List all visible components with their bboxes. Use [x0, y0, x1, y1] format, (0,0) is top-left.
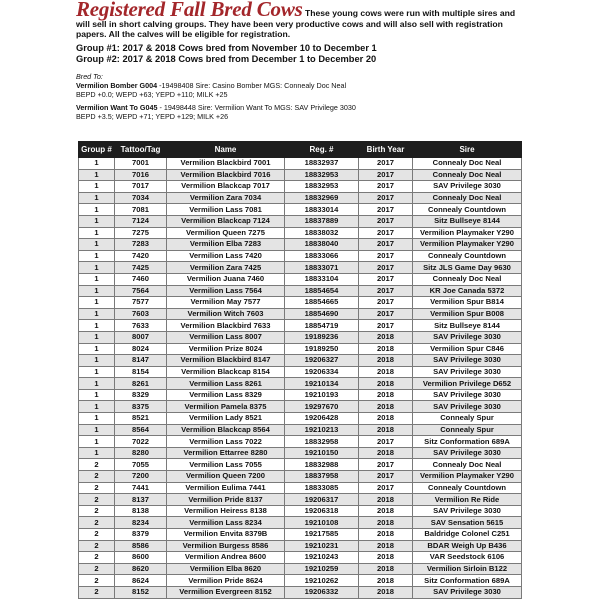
name-cell: Vermilion Lass 7420 [167, 250, 285, 262]
tattoo-cell: 7034 [115, 192, 167, 204]
sire-cell: Vermilion Playmaker Y290 [413, 239, 522, 251]
reg-cell: 19210243 [285, 552, 359, 564]
table-row [79, 181, 522, 193]
group-cell: 1 [79, 158, 115, 170]
sire-cell: SAV Privilege 3030 [413, 355, 522, 367]
tattoo-cell: 8137 [115, 494, 167, 506]
group-cell: 2 [79, 459, 115, 471]
name-cell: Vermilion Zara 7034 [167, 192, 285, 204]
group-1-description: Group #1: 2017 & 2018 Cows bred from November 10 to December 1 [76, 42, 377, 53]
reg-cell: 18837889 [285, 215, 359, 227]
group-cell: 2 [79, 471, 115, 483]
table-row [79, 447, 522, 459]
name-cell: Vermilion Pamela 8375 [167, 401, 285, 413]
birth-year-cell: 2017 [359, 250, 413, 262]
name-cell: Vermilion Envita 8379B [167, 529, 285, 541]
bred-to-section [76, 72, 526, 121]
header-name: Name [167, 142, 285, 158]
name-cell: Vermilion Blackcap 7017 [167, 181, 285, 193]
group-cell: 2 [79, 505, 115, 517]
group-cell: 1 [79, 181, 115, 193]
tattoo-cell: 8521 [115, 413, 167, 425]
reg-cell: 19206332 [285, 586, 359, 598]
name-cell: Vermilion Elba 8620 [167, 563, 285, 575]
sire-cell: Connealy Countdown [413, 482, 522, 494]
group-cell: 1 [79, 320, 115, 332]
tattoo-cell: 7441 [115, 482, 167, 494]
reg-cell: 19206317 [285, 494, 359, 506]
sire-cell: Sitz Conformation 689A [413, 575, 522, 587]
birth-year-cell: 2017 [359, 262, 413, 274]
name-cell: Vermilion Heiress 8138 [167, 505, 285, 517]
group-cell: 1 [79, 273, 115, 285]
group-cell: 1 [79, 389, 115, 401]
sire-cell: Vermilion Playmaker Y290 [413, 227, 522, 239]
sire-cell: SAV Privilege 3030 [413, 366, 522, 378]
group-cell: 1 [79, 436, 115, 448]
birth-year-cell: 2017 [359, 436, 413, 448]
tattoo-cell: 7022 [115, 436, 167, 448]
group-cell: 1 [79, 192, 115, 204]
birth-year-cell: 2018 [359, 331, 413, 343]
table-row [79, 204, 522, 216]
birth-year-cell: 2018 [359, 343, 413, 355]
sire-cell: Connealy Doc Neal [413, 459, 522, 471]
group-cell: 2 [79, 494, 115, 506]
group-cell: 2 [79, 529, 115, 541]
table-row [79, 331, 522, 343]
name-cell: Vermilion Lass 7564 [167, 285, 285, 297]
birth-year-cell: 2017 [359, 169, 413, 181]
sire-cell: SAV Privilege 3030 [413, 181, 522, 193]
header-group: Group # [79, 142, 115, 158]
birth-year-cell: 2017 [359, 482, 413, 494]
reg-cell: 18833085 [285, 482, 359, 494]
sire-cell: Sitz Conformation 689A [413, 436, 522, 448]
tattoo-cell: 8379 [115, 529, 167, 541]
table-row [79, 505, 522, 517]
reg-cell: 18854665 [285, 297, 359, 309]
table-row [79, 586, 522, 598]
table-body [79, 158, 522, 599]
reg-cell: 18837958 [285, 471, 359, 483]
birth-year-cell: 2018 [359, 447, 413, 459]
tattoo-cell: 7425 [115, 262, 167, 274]
name-cell: Vermilion Blackbird 8147 [167, 355, 285, 367]
tattoo-cell: 8147 [115, 355, 167, 367]
name-cell: Vermilion Prize 8024 [167, 343, 285, 355]
group-cell: 2 [79, 482, 115, 494]
name-cell: Vermilion Evergreen 8152 [167, 586, 285, 598]
name-cell: Vermilion Blackcap 8154 [167, 366, 285, 378]
sire-cell: Connealy Doc Neal [413, 158, 522, 170]
name-cell: Vermilion Lady 8521 [167, 413, 285, 425]
tattoo-cell: 8261 [115, 378, 167, 390]
tattoo-cell: 7055 [115, 459, 167, 471]
group-descriptions [76, 43, 526, 66]
group-cell: 1 [79, 331, 115, 343]
name-cell: Vermilion Witch 7603 [167, 308, 285, 320]
table-row [79, 285, 522, 297]
birth-year-cell: 2017 [359, 239, 413, 251]
sire-cell: SAV Sensation 5615 [413, 517, 522, 529]
reg-cell: 19210259 [285, 563, 359, 575]
table-row [79, 436, 522, 448]
birth-year-cell: 2018 [359, 413, 413, 425]
reg-cell: 19210231 [285, 540, 359, 552]
bred-to-sire-2 [76, 103, 526, 121]
reg-cell: 18832958 [285, 436, 359, 448]
sire-cell: Connealy Spur [413, 413, 522, 425]
reg-cell: 19217585 [285, 529, 359, 541]
birth-year-cell: 2018 [359, 378, 413, 390]
sire-cell: SAV Privilege 3030 [413, 447, 522, 459]
reg-cell: 18854719 [285, 320, 359, 332]
reg-cell: 19189236 [285, 331, 359, 343]
reg-cell: 19206428 [285, 413, 359, 425]
sire-cell: Sitz JLS Game Day 9630 [413, 262, 522, 274]
tattoo-cell: 7275 [115, 227, 167, 239]
tattoo-cell: 8564 [115, 424, 167, 436]
header-sire: Sire [413, 142, 522, 158]
tattoo-cell: 8620 [115, 563, 167, 575]
group-cell: 2 [79, 563, 115, 575]
table-row [79, 227, 522, 239]
group-cell: 2 [79, 540, 115, 552]
group-cell: 2 [79, 575, 115, 587]
table-row [79, 343, 522, 355]
birth-year-cell: 2017 [359, 215, 413, 227]
table-row [79, 366, 522, 378]
birth-year-cell: 2018 [359, 366, 413, 378]
table-row [79, 297, 522, 309]
group-cell: 1 [79, 262, 115, 274]
name-cell: Vermilion Pride 8624 [167, 575, 285, 587]
reg-cell: 19206334 [285, 366, 359, 378]
birth-year-cell: 2018 [359, 540, 413, 552]
name-cell: Vermilion Lass 7055 [167, 459, 285, 471]
group-cell: 2 [79, 552, 115, 564]
name-cell: Vermilion Lass 8261 [167, 378, 285, 390]
table-row [79, 239, 522, 251]
table-row [79, 459, 522, 471]
table-row [79, 494, 522, 506]
sire-2-line [76, 103, 526, 112]
sire-2-info: - 19498448 Sire: Vermilion Want To MGS: SAV Privilege 3030 [157, 102, 356, 112]
header-reg: Reg. # [285, 142, 359, 158]
sire-cell: KR Joe Canada 5372 [413, 285, 522, 297]
sire-cell: Vermilion Sirloin B122 [413, 563, 522, 575]
table-row [79, 308, 522, 320]
name-cell: Vermilion Andrea 8600 [167, 552, 285, 564]
birth-year-cell: 2017 [359, 297, 413, 309]
sire-cell: Vermilion Spur C846 [413, 343, 522, 355]
cows-table [78, 141, 522, 599]
tattoo-cell: 8024 [115, 343, 167, 355]
birth-year-cell: 2018 [359, 529, 413, 541]
name-cell: Vermilion Queen 7275 [167, 227, 285, 239]
birth-year-cell: 2017 [359, 308, 413, 320]
sire-1-name: Vermilion Bomber G004 [76, 80, 158, 90]
birth-year-cell: 2018 [359, 575, 413, 587]
sire-cell: Vermilion Spur B008 [413, 308, 522, 320]
table-row [79, 320, 522, 332]
group-2-description: Group #2: 2017 & 2018 Cows bred from December 1 to December 20 [76, 54, 377, 64]
sire-1-info: -19498408 Sire: Casino Bomber MGS: Connealy Doc Neal [157, 80, 347, 90]
group-cell: 1 [79, 424, 115, 436]
table-row [79, 401, 522, 413]
tattoo-cell: 7017 [115, 181, 167, 193]
birth-year-cell: 2017 [359, 181, 413, 193]
birth-year-cell: 2018 [359, 424, 413, 436]
tattoo-cell: 7633 [115, 320, 167, 332]
tattoo-cell: 8624 [115, 575, 167, 587]
name-cell: Vermilion Blackbird 7633 [167, 320, 285, 332]
name-cell: Vermilion Eulima 7441 [167, 482, 285, 494]
tattoo-cell: 7460 [115, 273, 167, 285]
tattoo-cell: 7603 [115, 308, 167, 320]
birth-year-cell: 2018 [359, 552, 413, 564]
bred-to-label: Bred To: [76, 71, 103, 81]
sire-cell: SAV Privilege 3030 [413, 505, 522, 517]
tattoo-cell: 7081 [115, 204, 167, 216]
reg-cell: 19210134 [285, 378, 359, 390]
header-birth-year: Birth Year [359, 142, 413, 158]
table-row [79, 471, 522, 483]
sire-cell: Connealy Doc Neal [413, 169, 522, 181]
bred-to-sire-1 [76, 81, 526, 99]
tattoo-cell: 7420 [115, 250, 167, 262]
tattoo-cell: 7577 [115, 297, 167, 309]
birth-year-cell: 2018 [359, 517, 413, 529]
name-cell: Vermilion Burgess 8586 [167, 540, 285, 552]
sire-cell: Connealy Countdown [413, 204, 522, 216]
name-cell: Vermilion Lass 8329 [167, 389, 285, 401]
reg-cell: 19189250 [285, 343, 359, 355]
table-row [79, 540, 522, 552]
name-cell: Vermilion Juana 7460 [167, 273, 285, 285]
name-cell: Vermilion Blackcap 7124 [167, 215, 285, 227]
table-row [79, 378, 522, 390]
group-cell: 1 [79, 227, 115, 239]
name-cell: Vermilion Pride 8137 [167, 494, 285, 506]
table-row [79, 482, 522, 494]
tattoo-cell: 8138 [115, 505, 167, 517]
reg-cell: 19210150 [285, 447, 359, 459]
name-cell: Vermilion Lass 8007 [167, 331, 285, 343]
birth-year-cell: 2018 [359, 355, 413, 367]
title-line [76, 0, 526, 40]
tattoo-cell: 7200 [115, 471, 167, 483]
reg-cell: 18832969 [285, 192, 359, 204]
sire-cell: Baldridge Colonel C251 [413, 529, 522, 541]
reg-cell: 18833071 [285, 262, 359, 274]
birth-year-cell: 2018 [359, 505, 413, 517]
sire-cell: VAR Seedstock 6106 [413, 552, 522, 564]
header-tattoo: Tattoo/Tag [115, 142, 167, 158]
reg-cell: 18832988 [285, 459, 359, 471]
sire-cell: SAV Privilege 3030 [413, 331, 522, 343]
group-cell: 1 [79, 215, 115, 227]
tattoo-cell: 7001 [115, 158, 167, 170]
table-row [79, 575, 522, 587]
sire-cell: SAV Privilege 3030 [413, 401, 522, 413]
name-cell: Vermilion Zara 7425 [167, 262, 285, 274]
reg-cell: 19210262 [285, 575, 359, 587]
table-header-row [79, 142, 522, 158]
reg-cell: 19210193 [285, 389, 359, 401]
birth-year-cell: 2017 [359, 471, 413, 483]
birth-year-cell: 2017 [359, 273, 413, 285]
tattoo-cell: 7016 [115, 169, 167, 181]
group-cell: 1 [79, 413, 115, 425]
sire-cell: Connealy Countdown [413, 250, 522, 262]
table-row [79, 563, 522, 575]
tattoo-cell: 8375 [115, 401, 167, 413]
table-row [79, 273, 522, 285]
reg-cell: 18833104 [285, 273, 359, 285]
group-cell: 2 [79, 586, 115, 598]
reg-cell: 18838040 [285, 239, 359, 251]
sire-cell: Connealy Doc Neal [413, 192, 522, 204]
name-cell: Vermilion Ettarree 8280 [167, 447, 285, 459]
name-cell: Vermilion Blackcap 8564 [167, 424, 285, 436]
document-header [76, 0, 526, 121]
table-row [79, 355, 522, 367]
name-cell: Vermilion Blackbird 7016 [167, 169, 285, 181]
reg-cell: 18833014 [285, 204, 359, 216]
tattoo-cell: 8154 [115, 366, 167, 378]
reg-cell: 19297670 [285, 401, 359, 413]
sire-cell: BDAR Weigh Up B436 [413, 540, 522, 552]
sire-cell: Vermilion Spur B814 [413, 297, 522, 309]
table-row [79, 169, 522, 181]
table-row [79, 158, 522, 170]
reg-cell: 19206318 [285, 505, 359, 517]
group-cell: 1 [79, 366, 115, 378]
group-cell: 1 [79, 308, 115, 320]
sire-2-epd: BEPD +3.5; WEPD +71; YEPD +129; MILK +26 [76, 111, 229, 121]
table-row [79, 389, 522, 401]
birth-year-cell: 2017 [359, 204, 413, 216]
intro-text: These young cows were run with multiple sires and will sell in short calving groups. They have been very productive cows and will also sell with registration papers. All the calves will be eligible for registration. [76, 8, 516, 39]
sire-cell: Sitz Bullseye 8144 [413, 320, 522, 332]
reg-cell: 18854654 [285, 285, 359, 297]
tattoo-cell: 8234 [115, 517, 167, 529]
reg-cell: 19210108 [285, 517, 359, 529]
tattoo-cell: 8586 [115, 540, 167, 552]
group-cell: 1 [79, 378, 115, 390]
birth-year-cell: 2018 [359, 563, 413, 575]
table-row [79, 413, 522, 425]
group-cell: 1 [79, 250, 115, 262]
birth-year-cell: 2017 [359, 459, 413, 471]
birth-year-cell: 2018 [359, 494, 413, 506]
birth-year-cell: 2017 [359, 227, 413, 239]
sire-cell: Vermilion Playmaker Y290 [413, 471, 522, 483]
birth-year-cell: 2017 [359, 192, 413, 204]
birth-year-cell: 2018 [359, 586, 413, 598]
sire-cell: Connealy Spur [413, 424, 522, 436]
reg-cell: 18838032 [285, 227, 359, 239]
document-title: Registered Fall Bred Cows [76, 0, 303, 21]
reg-cell: 19210213 [285, 424, 359, 436]
table-row [79, 517, 522, 529]
group-cell: 1 [79, 169, 115, 181]
table-row [79, 552, 522, 564]
birth-year-cell: 2018 [359, 401, 413, 413]
name-cell: Vermilion Lass 7081 [167, 204, 285, 216]
sire-cell: Vermilion Privilege D652 [413, 378, 522, 390]
reg-cell: 18854690 [285, 308, 359, 320]
reg-cell: 18832953 [285, 181, 359, 193]
tattoo-cell: 8329 [115, 389, 167, 401]
birth-year-cell: 2017 [359, 158, 413, 170]
name-cell: Vermilion Blackbird 7001 [167, 158, 285, 170]
reg-cell: 18833066 [285, 250, 359, 262]
group-cell: 1 [79, 204, 115, 216]
table-row [79, 529, 522, 541]
birth-year-cell: 2017 [359, 320, 413, 332]
tattoo-cell: 8600 [115, 552, 167, 564]
sire-cell: Sitz Bullseye 8144 [413, 215, 522, 227]
group-cell: 1 [79, 297, 115, 309]
sire-1-epd: BEPD +0.0; WEPD +63; YEPD +110; MILK +25 [76, 89, 228, 99]
group-cell: 1 [79, 239, 115, 251]
name-cell: Vermilion Lass 8234 [167, 517, 285, 529]
tattoo-cell: 8280 [115, 447, 167, 459]
birth-year-cell: 2017 [359, 285, 413, 297]
tattoo-cell: 8152 [115, 586, 167, 598]
sire-2-name: Vermilion Want To G045 [76, 102, 158, 112]
sire-1-line [76, 81, 526, 90]
tattoo-cell: 8007 [115, 331, 167, 343]
reg-cell: 19206327 [285, 355, 359, 367]
tattoo-cell: 7283 [115, 239, 167, 251]
group-cell: 1 [79, 447, 115, 459]
table-row [79, 250, 522, 262]
name-cell: Vermilion Elba 7283 [167, 239, 285, 251]
sire-cell: Vermilion Re Ride [413, 494, 522, 506]
name-cell: Vermilion Lass 7022 [167, 436, 285, 448]
reg-cell: 18832953 [285, 169, 359, 181]
tattoo-cell: 7564 [115, 285, 167, 297]
group-cell: 1 [79, 401, 115, 413]
group-cell: 1 [79, 285, 115, 297]
table-row [79, 424, 522, 436]
sire-cell: Connealy Doc Neal [413, 273, 522, 285]
name-cell: Vermilion May 7577 [167, 297, 285, 309]
group-cell: 1 [79, 343, 115, 355]
reg-cell: 18832937 [285, 158, 359, 170]
tattoo-cell: 7124 [115, 215, 167, 227]
table-row [79, 215, 522, 227]
birth-year-cell: 2018 [359, 389, 413, 401]
group-cell: 1 [79, 355, 115, 367]
name-cell: Vermilion Queen 7200 [167, 471, 285, 483]
table-row [79, 192, 522, 204]
sire-cell: SAV Privilege 3030 [413, 586, 522, 598]
group-cell: 2 [79, 517, 115, 529]
sire-cell: SAV Privilege 3030 [413, 389, 522, 401]
table-row [79, 262, 522, 274]
